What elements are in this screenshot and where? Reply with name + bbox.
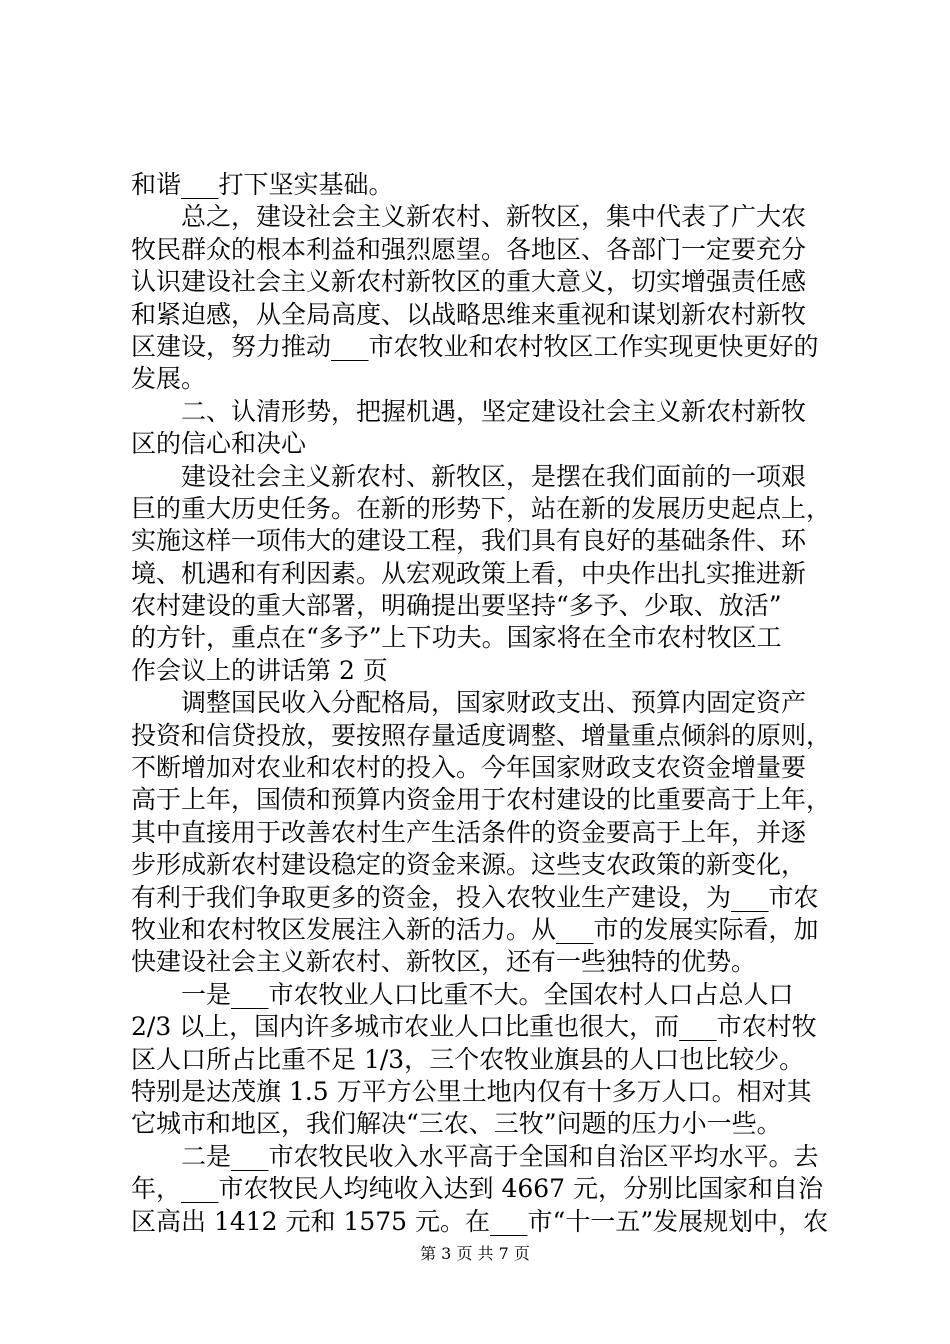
page-number: 第 3 页 共 7 页 bbox=[420, 1244, 530, 1263]
text-line: 建设社会主义新农村、新牧区，是摆在我们面前的一项艰 bbox=[131, 461, 807, 491]
text-line: 牧业和农村牧区发展注入新的活力。从___市的发展实际看，加 bbox=[131, 914, 819, 944]
text-line: 投资和信贷投放，要按照存量适度调整、增量重点倾斜的原则， bbox=[131, 720, 832, 750]
text-line: 区建设，努力推动___市农牧业和农村牧区工作实现更快更好的 bbox=[131, 331, 819, 361]
text-line: 步形成新农村建设稳定的资金来源。这些支农政策的新变化， bbox=[131, 850, 807, 880]
text-line: 发展。 bbox=[131, 364, 207, 394]
text-line: 的方针，重点在“多予”上下功夫。国家将在全市农村牧区工 bbox=[131, 623, 782, 653]
text-line: 和谐___打下坚实基础。 bbox=[131, 170, 394, 199]
text-line: 快建设社会主义新农村、新牧区，还有一些独特的优势。 bbox=[131, 947, 757, 977]
text-line: 特别是达茂旗 1.5 万平方公里土地内仅有十多万人口。相对其 bbox=[131, 1076, 812, 1106]
text-line: 高于上年，国债和预算内资金用于农村建设的比重要高于上年， bbox=[131, 785, 832, 815]
section-heading-line: 二、认清形势，把握机遇，坚定建设社会主义新农村新牧 bbox=[131, 396, 807, 426]
document-body bbox=[131, 169, 831, 1238]
page-footer bbox=[0, 1244, 950, 1264]
section-heading-line: 区的信心和决心 bbox=[131, 429, 307, 459]
text-line: 年，___市农牧民人均纯收入达到 4667 元，分别比国家和自治 bbox=[131, 1174, 824, 1204]
text-line: 和紧迫感，从全局高度、以战略思维来重视和谋划新农村新牧 bbox=[131, 299, 807, 329]
text-line: 认识建设社会主义新农村新牧区的重大意义，切实增强责任感 bbox=[131, 267, 807, 297]
text-line: 2/3 以上，国内许多城市农业人口比重也很大，而___市农村牧 bbox=[131, 1012, 817, 1042]
text-line: 巨的重大历史任务。在新的形势下，站在新的发展历史起点上， bbox=[131, 493, 832, 523]
text-line: 总之，建设社会主义新农村、新牧区，集中代表了广大农 bbox=[131, 202, 807, 232]
text-line: 调整国民收入分配格局，国家财政支出、预算内固定资产 bbox=[131, 688, 807, 718]
text-line: 作会议上的讲话第 2 页 bbox=[131, 655, 388, 685]
text-line: 境、机遇和有利因素。从宏观政策上看，中央作出扎实推进新 bbox=[131, 558, 807, 588]
text-line: 区人口所占比重不足 1/3，三个农牧业旗县的人口也比较少。 bbox=[131, 1044, 805, 1074]
text-line: 一是___市农牧业人口比重不大。全国农村人口占总人口 bbox=[131, 979, 794, 1009]
text-line: 农村建设的重大部署，明确提出要坚持“多予、少取、放活” bbox=[131, 591, 782, 621]
text-line: 牧民群众的根本利益和强烈愿望。各地区、各部门一定要充分 bbox=[131, 234, 807, 264]
text-line: 有利于我们争取更多的资金，投入农牧业生产建设，为___市农 bbox=[131, 882, 819, 912]
text-line: 二是___市农牧民收入水平高于全国和自治区平均水平。去 bbox=[131, 1141, 819, 1171]
text-line: 实施这样一项伟大的建设工程，我们具有良好的基础条件、环 bbox=[131, 526, 807, 556]
text-line: 其中直接用于改善农村生产生活条件的资金要高于上年，并逐 bbox=[131, 817, 807, 847]
text-line: 不断增加对农业和农村的投入。今年国家财政支农资金增量要 bbox=[131, 753, 807, 783]
text-line: 区高出 1412 元和 1575 元。在___市“十一五”发展规划中，农 bbox=[131, 1206, 829, 1236]
text-line: 它城市和地区，我们解决“三农、三牧”问题的压力小一些。 bbox=[131, 1109, 782, 1139]
